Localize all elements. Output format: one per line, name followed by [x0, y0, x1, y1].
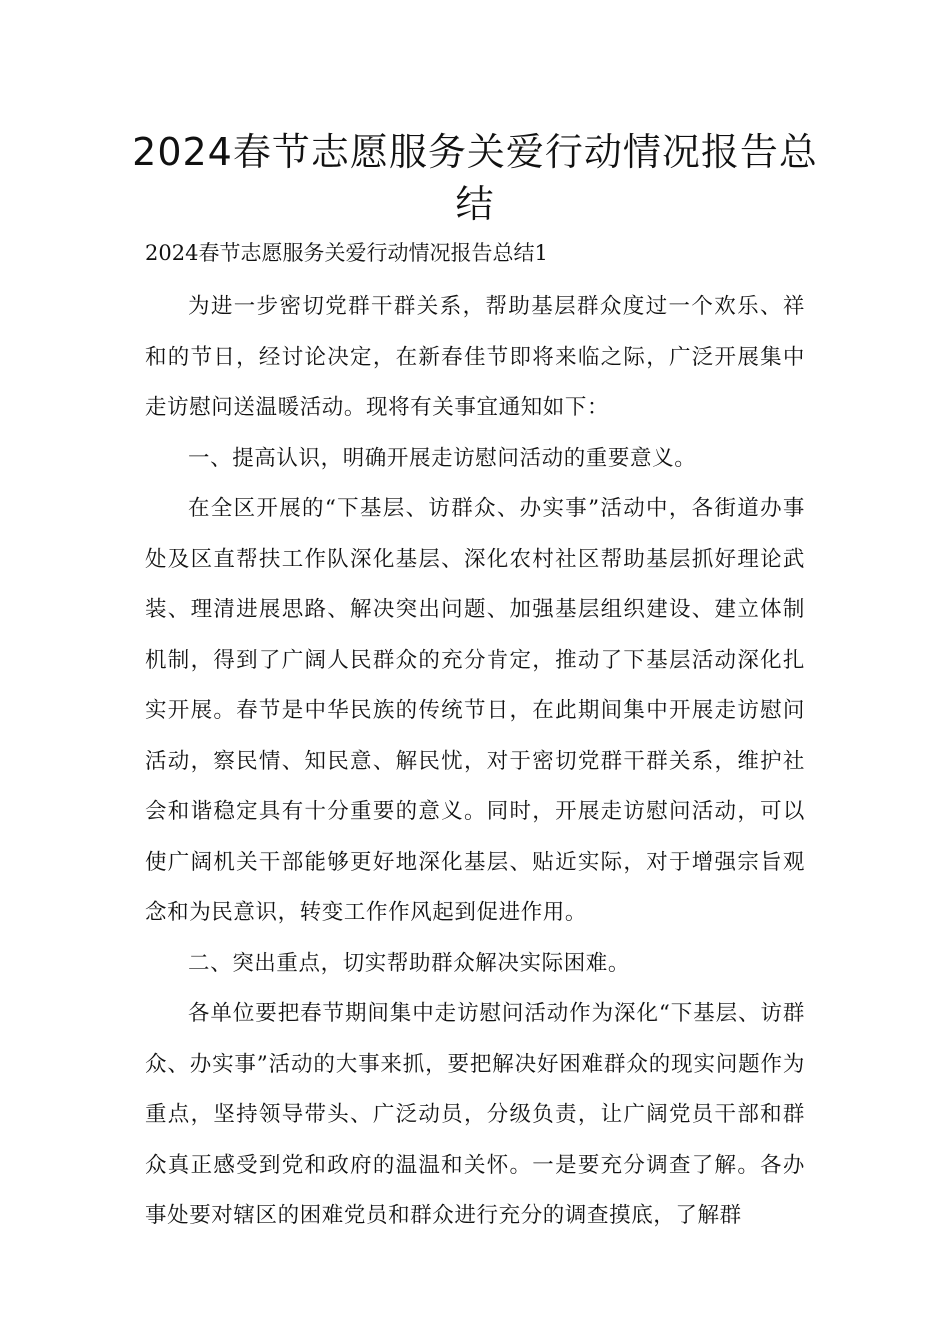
document-subtitle: 2024春节志愿服务关爱行动情况报告总结1 [145, 241, 548, 265]
section-heading-2: 二、突出重点，切实帮助群众解决实际困难。 [188, 950, 631, 976]
section-heading-1: 一、提高认识，明确开展走访慰问活动的重要意义。 [188, 445, 697, 471]
paragraph-section-2: 各单位要把春节期间集中走访慰问活动作为深化“下基层、访群众、办实事”活动的大事来抓，要把解决好困难群众的现实问题作为重点，坚持领导带头、广泛动员，分级负责，让广阔党员干部和群众真正感受到党和政府的温温和关怀。一是要充分调查了解。各办事处要对辖区的困难党员和群众进行充分的调查摸底，了解群 [145, 1001, 805, 1228]
document-title: 2024春节志愿服务关爱行动情况报告总结 [132, 130, 818, 226]
paragraph-section-1: 在全区开展的“下基层、访群众、办实事”活动中，各街道办事处及区直帮扶工作队深化基层、深化农村社区帮助基层抓好理论武装、理清进展思路、解决突出问题、加强基层组织建设、建立体制机制，得到了广阔人民群众的充分肯定，推动了下基层活动深化扎实开展。春节是中华民族的传统节日，在此期间集中开展走访慰问活动，察民情、知民意、解民忧，对于密切党群干群关系，维护社会和谐稳定具有十分重要的意义。同时，开展走访慰问活动，可以使广阔机关干部能够更好地深化基层、贴近实际，对于增强宗旨观念和为民意识，转变工作作风起到促进作用。 [145, 496, 805, 925]
paragraph-intro: 为进一步密切党群干群关系，帮助基层群众度过一个欢乐、祥和的节日，经讨论决定，在新春佳节即将来临之际，广泛开展集中走访慰问送温暖活动。现将有关事宜通知如下： [145, 294, 805, 420]
document-body [145, 282, 805, 1242]
